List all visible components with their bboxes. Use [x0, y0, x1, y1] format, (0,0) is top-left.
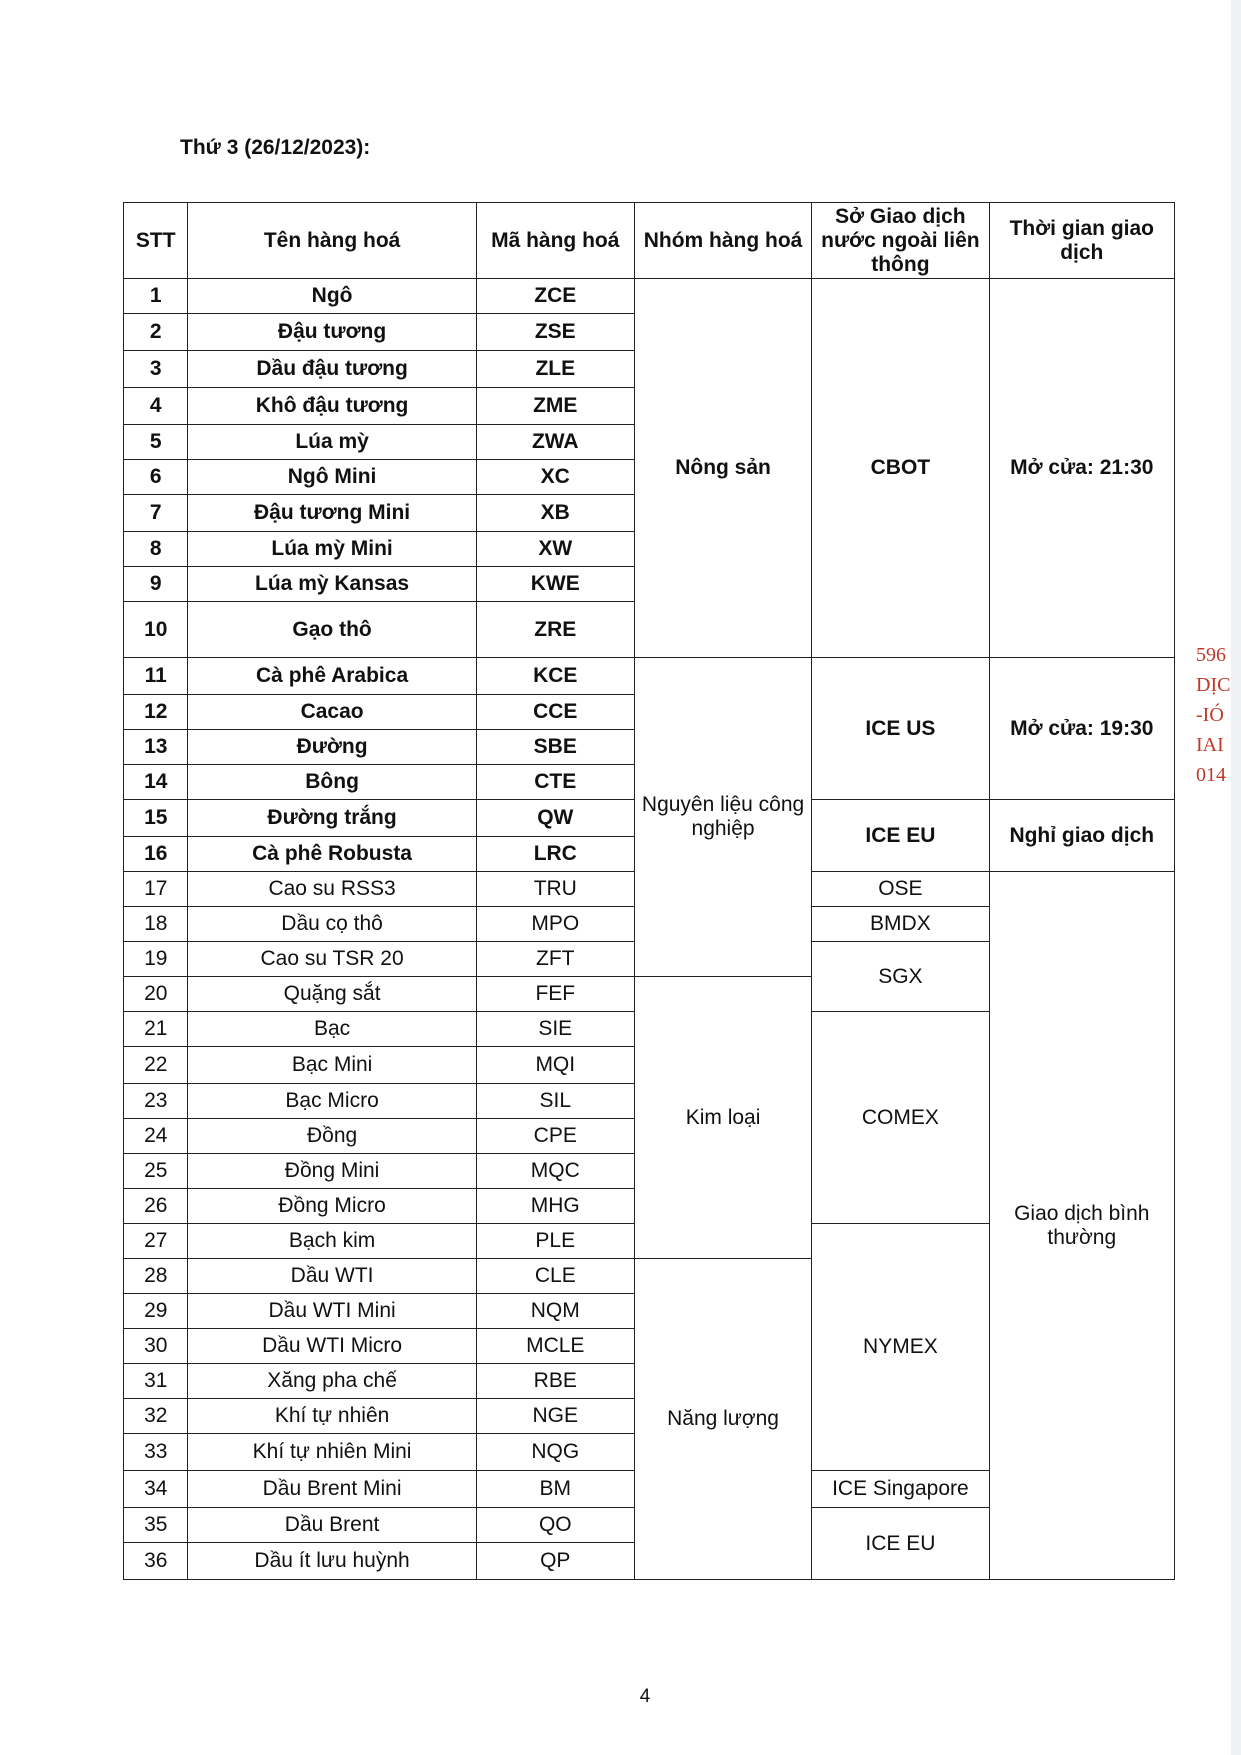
row-stt: 17: [124, 872, 188, 907]
row-stt: 3: [124, 351, 188, 388]
row-commodity-code: MQI: [476, 1047, 634, 1084]
row-commodity-code: NGE: [476, 1399, 634, 1434]
exchange-cell: ICE EU: [812, 800, 989, 872]
row-commodity-code: XC: [476, 460, 634, 495]
row-stt: 8: [124, 532, 188, 567]
col-header-name: Tên hàng hoá: [188, 203, 476, 279]
row-commodity-name: Dầu WTI: [188, 1259, 476, 1294]
row-commodity-name: Cà phê Robusta: [188, 837, 476, 872]
row-stt: 20: [124, 977, 188, 1012]
scan-edge: [1231, 0, 1241, 1755]
row-commodity-code: QW: [476, 800, 634, 837]
row-stt: 36: [124, 1543, 188, 1580]
row-commodity-code: ZSE: [476, 314, 634, 351]
row-commodity-code: MPO: [476, 907, 634, 942]
row-commodity-code: TRU: [476, 872, 634, 907]
row-commodity-name: Đồng Mini: [188, 1154, 476, 1189]
row-commodity-name: Bông: [188, 765, 476, 800]
row-commodity-code: KCE: [476, 658, 634, 695]
stamp-text: DỊC: [1196, 674, 1231, 696]
row-commodity-code: ZWA: [476, 425, 634, 460]
row-commodity-name: Dầu đậu tương: [188, 351, 476, 388]
row-commodity-code: ZCE: [476, 279, 634, 314]
row-stt: 18: [124, 907, 188, 942]
row-commodity-name: Đường: [188, 730, 476, 765]
row-commodity-code: CPE: [476, 1119, 634, 1154]
row-commodity-name: Gạo thô: [188, 602, 476, 658]
commodity-group-cell: Nông sản: [634, 279, 811, 658]
row-commodity-name: Lúa mỳ: [188, 425, 476, 460]
row-stt: 15: [124, 800, 188, 837]
row-commodity-code: SBE: [476, 730, 634, 765]
exchange-cell: ICE Singapore: [812, 1471, 989, 1508]
row-commodity-name: Bạch kim: [188, 1224, 476, 1259]
row-commodity-name: Dầu ít lưu huỳnh: [188, 1543, 476, 1580]
row-commodity-name: Cà phê Arabica: [188, 658, 476, 695]
row-commodity-name: Đậu tương: [188, 314, 476, 351]
row-commodity-name: Ngô Mini: [188, 460, 476, 495]
row-commodity-code: XW: [476, 532, 634, 567]
exchange-cell: ICE US: [812, 658, 989, 800]
row-stt: 29: [124, 1294, 188, 1329]
row-commodity-name: Bạc: [188, 1012, 476, 1047]
row-stt: 31: [124, 1364, 188, 1399]
exchange-cell: BMDX: [812, 907, 989, 942]
row-commodity-code: NQG: [476, 1434, 634, 1471]
row-commodity-name: Quặng sắt: [188, 977, 476, 1012]
row-commodity-code: ZME: [476, 388, 634, 425]
row-stt: 27: [124, 1224, 188, 1259]
row-commodity-name: Dầu Brent Mini: [188, 1471, 476, 1508]
trading-time-cell: Mở cửa: 21:30: [989, 279, 1174, 658]
row-commodity-code: RBE: [476, 1364, 634, 1399]
row-commodity-name: Khô đậu tương: [188, 388, 476, 425]
exchange-cell: CBOT: [812, 279, 989, 658]
row-commodity-name: Bạc Mini: [188, 1047, 476, 1084]
row-commodity-code: PLE: [476, 1224, 634, 1259]
row-commodity-name: Cao su TSR 20: [188, 942, 476, 977]
row-commodity-name: Lúa mỳ Mini: [188, 532, 476, 567]
row-stt: 10: [124, 602, 188, 658]
row-stt: 23: [124, 1084, 188, 1119]
row-commodity-code: ZRE: [476, 602, 634, 658]
row-commodity-code: NQM: [476, 1294, 634, 1329]
row-commodity-code: MCLE: [476, 1329, 634, 1364]
trading-time-cell: Nghỉ giao dịch: [989, 800, 1174, 872]
row-commodity-code: MHG: [476, 1189, 634, 1224]
row-commodity-code: ZLE: [476, 351, 634, 388]
stamp-text: 596: [1196, 644, 1226, 666]
row-commodity-name: Khí tự nhiên Mini: [188, 1434, 476, 1471]
row-stt: 13: [124, 730, 188, 765]
row-commodity-code: FEF: [476, 977, 634, 1012]
row-stt: 21: [124, 1012, 188, 1047]
row-commodity-name: Xăng pha chế: [188, 1364, 476, 1399]
row-commodity-name: Cao su RSS3: [188, 872, 476, 907]
row-commodity-code: CTE: [476, 765, 634, 800]
row-commodity-code: SIL: [476, 1084, 634, 1119]
col-header-code: Mã hàng hoá: [476, 203, 634, 279]
row-commodity-name: Lúa mỳ Kansas: [188, 567, 476, 602]
row-commodity-code: XB: [476, 495, 634, 532]
row-commodity-name: Đồng Micro: [188, 1189, 476, 1224]
row-commodity-code: KWE: [476, 567, 634, 602]
row-commodity-name: Đường trắng: [188, 800, 476, 837]
page-number: 4: [639, 1686, 651, 1707]
row-commodity-code: QP: [476, 1543, 634, 1580]
exchange-cell: NYMEX: [812, 1224, 989, 1471]
col-header-time: Thời gian giao dịch: [989, 203, 1174, 279]
stamp-text: IAI: [1196, 734, 1224, 756]
table-header: [124, 203, 1175, 279]
row-stt: 7: [124, 495, 188, 532]
col-header-group: Nhóm hàng hoá: [634, 203, 811, 279]
row-stt: 22: [124, 1047, 188, 1084]
row-stt: 30: [124, 1329, 188, 1364]
row-stt: 1: [124, 279, 188, 314]
row-commodity-name: Đậu tương Mini: [188, 495, 476, 532]
row-commodity-name: Ngô: [188, 279, 476, 314]
row-commodity-name: Bạc Micro: [188, 1084, 476, 1119]
row-commodity-code: CCE: [476, 695, 634, 730]
header-row: [124, 203, 1175, 279]
row-commodity-name: Dầu cọ thô: [188, 907, 476, 942]
row-commodity-code: ZFT: [476, 942, 634, 977]
row-stt: 6: [124, 460, 188, 495]
row-commodity-code: SIE: [476, 1012, 634, 1047]
row-commodity-code: CLE: [476, 1259, 634, 1294]
commodity-group-cell: Kim loại: [634, 977, 811, 1259]
row-commodity-name: Cacao: [188, 695, 476, 730]
row-commodity-name: Dầu Brent: [188, 1508, 476, 1543]
stamp-text: 014: [1196, 764, 1226, 786]
col-header-exchange: Sở Giao dịch nước ngoài liên thông: [812, 203, 989, 279]
exchange-cell: SGX: [812, 942, 989, 1012]
trading-time-cell: Giao dịch bình thường: [989, 872, 1174, 1580]
col-header-stt: STT: [124, 203, 188, 279]
row-stt: 24: [124, 1119, 188, 1154]
exchange-cell: OSE: [812, 872, 989, 907]
table-row: [124, 279, 1175, 314]
exchange-cell: ICE EU: [812, 1508, 989, 1580]
row-stt: 12: [124, 695, 188, 730]
exchange-cell: COMEX: [812, 1012, 989, 1224]
row-stt: 5: [124, 425, 188, 460]
trading-schedule-table: [123, 202, 1175, 1580]
row-stt: 4: [124, 388, 188, 425]
row-stt: 33: [124, 1434, 188, 1471]
row-stt: 34: [124, 1471, 188, 1508]
row-stt: 28: [124, 1259, 188, 1294]
row-commodity-code: QO: [476, 1508, 634, 1543]
commodity-group-cell: Năng lượng: [634, 1259, 811, 1580]
row-commodity-code: MQC: [476, 1154, 634, 1189]
table-body: [124, 279, 1175, 1580]
trading-time-cell: Mở cửa: 19:30: [989, 658, 1174, 800]
row-stt: 26: [124, 1189, 188, 1224]
row-commodity-name: Khí tự nhiên: [188, 1399, 476, 1434]
table-row: [124, 658, 1175, 695]
page-heading: Thứ 3 (26/12/2023):: [180, 136, 371, 159]
row-stt: 16: [124, 837, 188, 872]
row-commodity-name: Đồng: [188, 1119, 476, 1154]
row-stt: 19: [124, 942, 188, 977]
row-commodity-name: Dầu WTI Mini: [188, 1294, 476, 1329]
row-stt: 9: [124, 567, 188, 602]
row-stt: 35: [124, 1508, 188, 1543]
commodity-group-cell: Nguyên liệu công nghiệp: [634, 658, 811, 977]
stamp-text: -IÓ: [1196, 704, 1224, 726]
row-commodity-code: BM: [476, 1471, 634, 1508]
row-commodity-code: LRC: [476, 837, 634, 872]
row-stt: 11: [124, 658, 188, 695]
row-stt: 2: [124, 314, 188, 351]
row-stt: 14: [124, 765, 188, 800]
row-stt: 32: [124, 1399, 188, 1434]
row-stt: 25: [124, 1154, 188, 1189]
row-commodity-name: Dầu WTI Micro: [188, 1329, 476, 1364]
